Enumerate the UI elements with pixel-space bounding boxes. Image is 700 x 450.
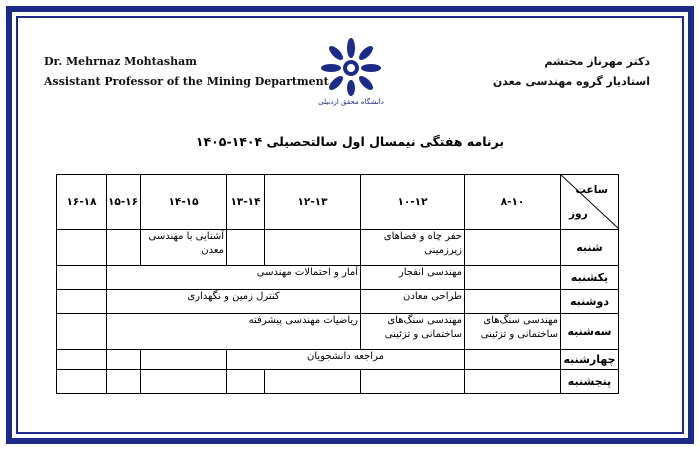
corner-day-label: روز [569,208,588,220]
cell [465,230,561,266]
course-cell: مهندسی سنگ‌های ساختمانی و تزئینی [465,314,561,350]
time-header-15-16: ۱۵-۱۶ [107,175,141,230]
row-sunday [57,266,619,290]
cell [265,370,361,394]
cell [57,370,107,394]
university-logo-icon [318,38,384,108]
cell [465,370,561,394]
cell [57,266,107,290]
row-monday [57,290,619,314]
row-tuesday [57,314,619,350]
course-cell: آشنایی با مهندسی معدن [141,230,227,266]
header-english [44,52,329,92]
course-cell: مهندسی انفجار [361,266,465,290]
cell [57,314,107,350]
cell [465,290,561,314]
weekly-schedule-table [56,174,619,394]
row-wednesday [57,350,619,370]
office-hours-cell: مراجعه دانشجویان [227,350,465,370]
row-saturday [57,230,619,266]
time-header-16-18: ۱۶-۱۸ [57,175,107,230]
time-header-12-13: ۱۲-۱۳ [265,175,361,230]
day-sunday: یکشنبه [561,266,619,290]
cell [265,230,361,266]
cell [227,230,265,266]
day-thursday: پنجشنبه [561,370,619,394]
corner-cell [561,175,619,230]
row-thursday [57,370,619,394]
time-header-10-12: ۱۰-۱۲ [361,175,465,230]
time-header-8-10: ۸-۱۰ [465,175,561,230]
professor-name-fa: دکتر مهرناز محتشم [544,55,650,68]
page-title: برنامه هفتگی نیمسال اول سالتحصیلی ۱۴۰۴-۱۴۰۵ [195,134,505,149]
cell [141,350,227,370]
cell [107,350,141,370]
course-cell: کنترل زمین و نگهداری [107,290,361,314]
cell [465,350,561,370]
day-wednesday: چهارشنبه [561,350,619,370]
cell [465,266,561,290]
professor-position-en: Assistant Professor of the Mining Department [44,75,329,88]
day-tuesday: سه‌شنبه [561,314,619,350]
course-cell: حفر چاه و فضاهای زیرزمینی [361,230,465,266]
course-cell: مهندسی سنگ‌های ساختمانی و تزئینی [361,314,465,350]
logo-text: دانشگاه محقق اردبیلی [318,98,384,106]
day-saturday: شنبه [561,230,619,266]
course-cell: ریاضیات مهندسی پیشرفته [107,314,361,350]
cell [107,230,141,266]
professor-name-en: Dr. Mehrnaz Mohtasham [44,55,197,68]
cell [107,370,141,394]
cell [57,350,107,370]
cell [361,370,465,394]
day-monday: دوشنبه [561,290,619,314]
cell [57,230,107,266]
time-header-13-14: ۱۳-۱۴ [227,175,265,230]
course-cell: آمار و احتمالات مهندسی [107,266,361,290]
course-cell: طراحی معادن [361,290,465,314]
time-header-14-15: ۱۴-۱۵ [141,175,227,230]
header-row [57,175,619,230]
professor-position-fa: استادیار گروه مهندسی معدن [492,75,650,88]
cell [141,370,227,394]
corner-time-label: ساعت [575,184,608,196]
cell [227,370,265,394]
cell [57,290,107,314]
header-persian [493,52,650,92]
